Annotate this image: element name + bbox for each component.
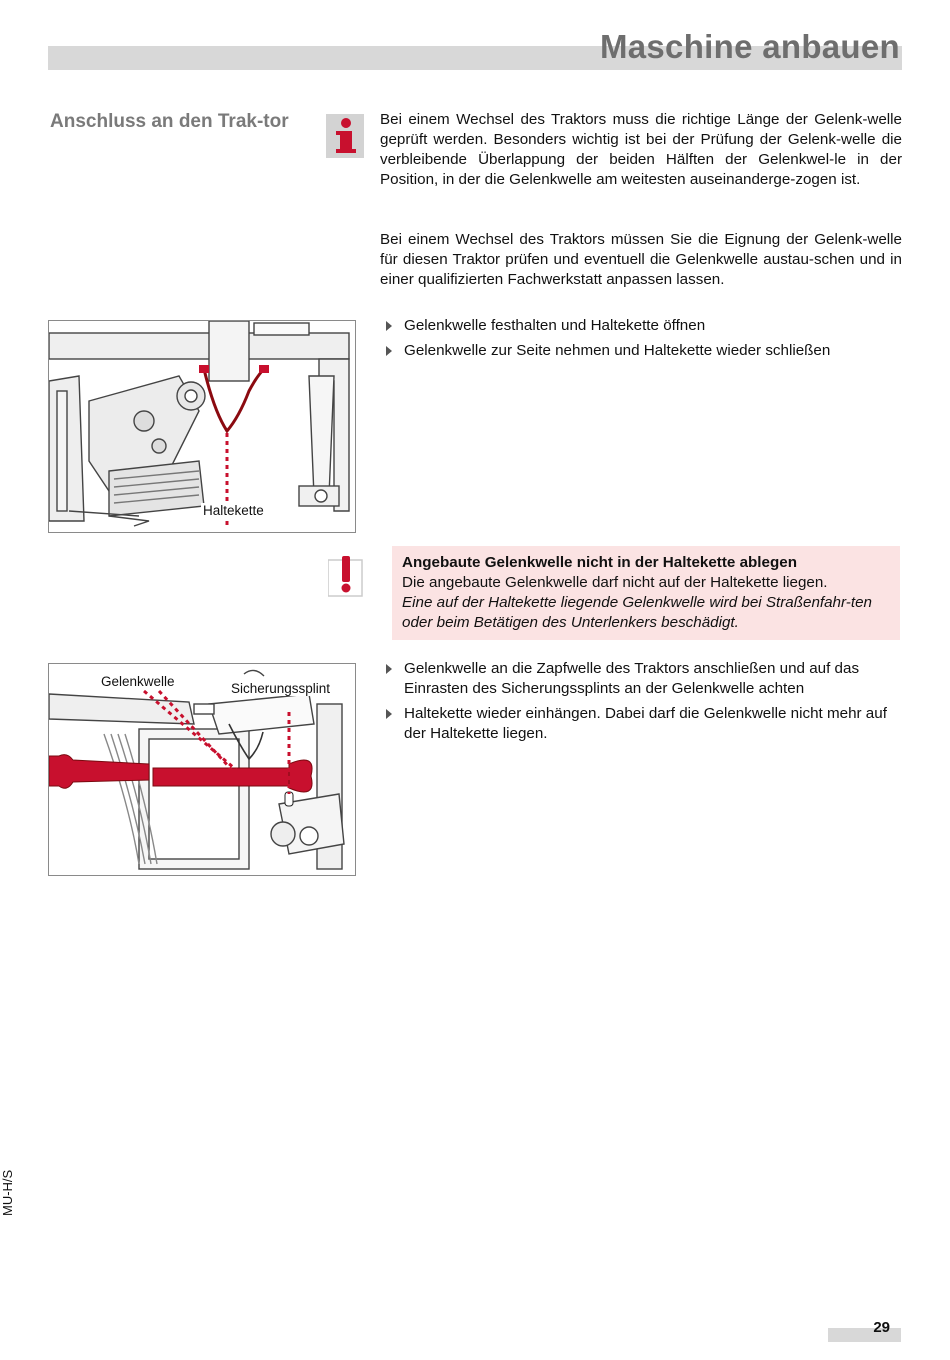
info-paragraph-2: Bei einem Wechsel des Traktors müssen Sie die Eignung der Gelenk-welle für diesen Traktor prüfen und eventuell die Gelenkwelle austau-schen und in einer qualifizierten Fachwerkstatt anpassen lassen. <box>380 231 902 288</box>
list-item <box>384 659 904 699</box>
list-item <box>384 704 904 744</box>
info-paragraph-1: Bei einem Wechsel des Traktors muss die richtige Länge der Gelenk-welle geprüft werden. Besonders wichtig ist bei der Prüfung der Gelenk-welle die verbleibende Überlappung der beiden Hälften der Gelenkwel-le in der Position, in der die Gelenkwelle am weitesten auseinanderge-zogen ist. <box>380 111 902 188</box>
steps-list-1 <box>384 316 904 366</box>
steps-list-2 <box>384 659 904 749</box>
section-heading: Anschluss an den Trak-tor <box>50 111 289 132</box>
tractor-hitch-illustration <box>49 321 355 532</box>
warning-body: Die angebaute Gelenkwelle darf nicht auf der Haltekette liegen. <box>402 574 828 591</box>
exclamation-icon <box>328 556 364 598</box>
info-icon <box>326 114 364 158</box>
label-gelenkwelle: Gelenkwelle <box>101 674 175 689</box>
list-item <box>384 341 904 361</box>
arrow-icon <box>386 709 392 719</box>
arrow-icon <box>386 321 392 331</box>
page-number-bar <box>828 1328 901 1342</box>
arrow-icon <box>386 346 392 356</box>
warning-consequence: Eine auf der Haltekette liegende Gelenkwelle wird bei Straßenfahr-ten oder beim Betätigen des Unterlenkers beschädigt. <box>402 594 872 631</box>
label-haltekette: Haltekette <box>203 503 264 518</box>
step-text: Haltekette wieder einhängen. Dabei darf die Gelenkwelle nicht mehr auf der Haltekette liegen. <box>404 705 887 742</box>
page-number: 29 <box>873 1319 890 1336</box>
arrow-icon <box>386 664 392 674</box>
step-text: Gelenkwelle an die Zapfwelle des Traktors anschließen und auf das Einrasten des Sicherungssplints an der Gelenkwelle achten <box>404 660 860 697</box>
warning-box <box>392 546 900 640</box>
step-text: Gelenkwelle festhalten und Haltekette öffnen <box>404 317 706 334</box>
page-title: Maschine anbauen <box>599 28 900 65</box>
label-sicherungssplint: Sicherungssplint <box>231 681 331 696</box>
figure-pto-shaft <box>48 663 356 876</box>
list-item <box>384 316 904 336</box>
figure-holding-chain <box>48 320 356 533</box>
document-code: MU-H/S <box>0 1169 15 1216</box>
step-text: Gelenkwelle zur Seite nehmen und Haltekette wieder schließen <box>404 342 831 359</box>
warning-text <box>402 553 892 633</box>
warning-title: Angebaute Gelenkwelle nicht in der Haltekette ablegen <box>402 554 797 571</box>
